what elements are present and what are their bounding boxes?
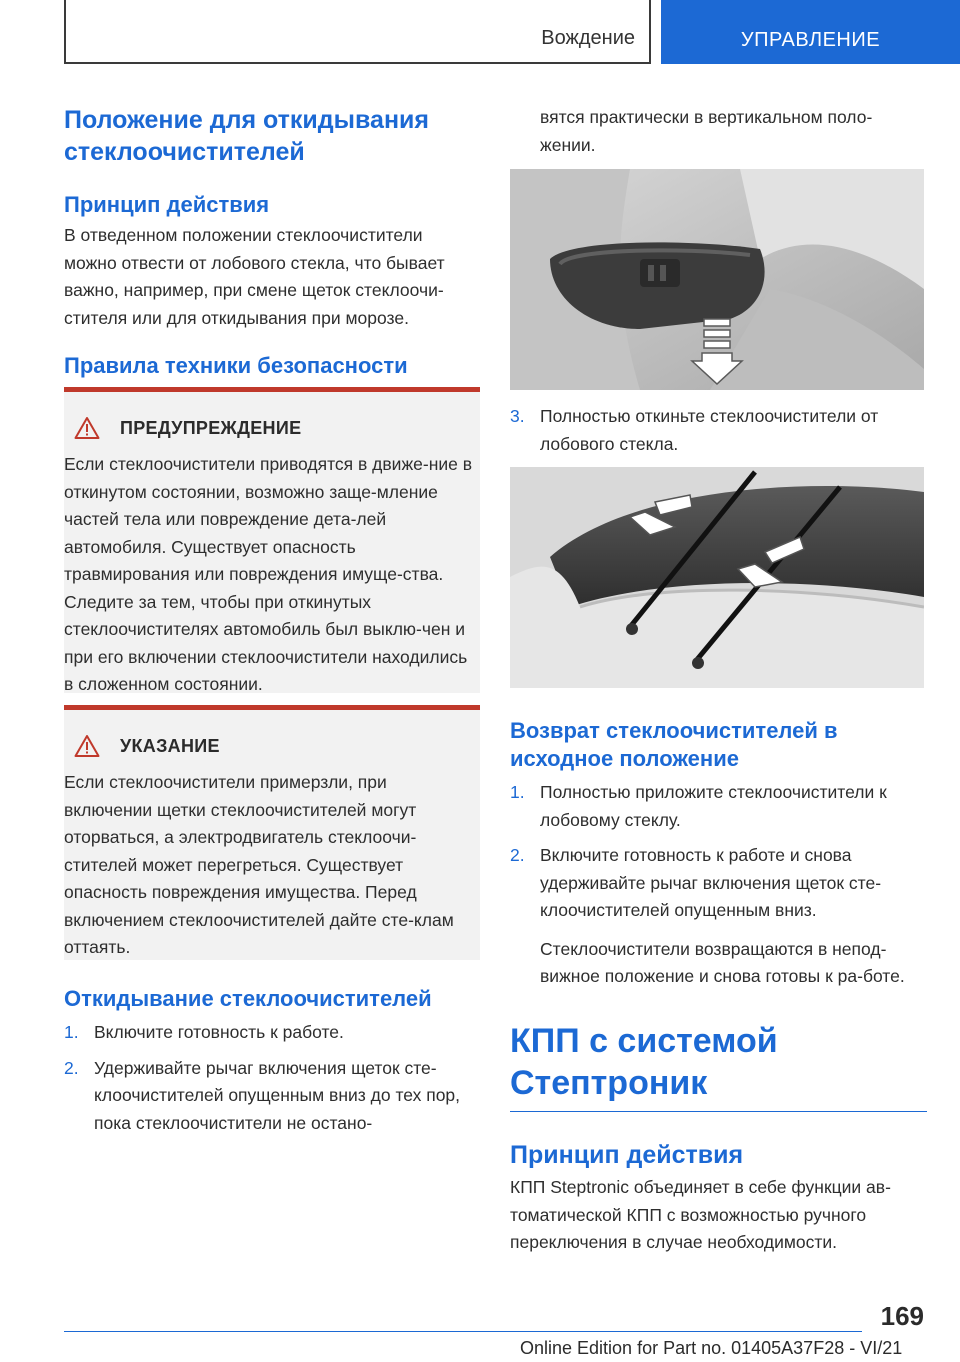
list-item: 2. Включите готовность к работе и снова удерживайте рычаг включения щеток сте-клоочистителей опущенным вниз. Стеклоочистители возвращаются в непод-вижное положение и снова готовы к ра-боте. <box>510 845 905 986</box>
list-item: 2. Удерживайте рычаг включения щеток сте-клоочистителей опущенным вниз до тех пор, пока стеклоочистители не остано- <box>64 1057 461 1133</box>
warning-title: ПРЕДУПРЕЖДЕНИЕ <box>120 417 302 438</box>
return-steps-list <box>510 779 927 991</box>
notice-title: УКАЗАНИЕ <box>120 735 220 756</box>
list-item: 1. Включите готовность к работе. <box>64 1022 344 1042</box>
fold-steps-list <box>64 1019 480 1137</box>
subheading-return-wipers: Возврат стеклоочистителей в исходное положение <box>510 718 838 771</box>
warning-triangle-icon <box>74 734 100 758</box>
notice-box <box>64 705 480 960</box>
subheading-principle: Принцип действия <box>64 192 270 217</box>
footer-edition: Online Edition for Part no. 01405A37F28 - VI/21 <box>520 1338 903 1358</box>
step-continuation-text: вятся практически в вертикальном поло-жении. <box>540 107 873 155</box>
paragraph-steptronic: КПП Steptronic объединяет в себе функции ав-томатической КПП с возможностью ручного переключения в случае необходимости. <box>510 1177 891 1252</box>
warning-text: Если стеклоочистители приводятся в движе-ние в откинутом состоянии, возможно заще-мление частей тела или повреждение дета-лей автомобиля. Существует опасность травмирования или повреждения имуще-ства. Следите за тем, чтобы при откинутых стеклоочистителях автомобиль был выклю-чен и при его включении стеклоочистители находились в сложенном состоянии. <box>64 454 473 694</box>
left-column <box>64 104 480 380</box>
header-chapter-label: УПРАВЛЕНИЕ <box>740 29 881 51</box>
subheading-safety: Правила техники безопасности <box>64 353 408 378</box>
subheading-fold-wipers: Откидывание стеклоочистителей <box>64 986 432 1011</box>
warning-triangle-icon <box>74 416 100 440</box>
wipers-folded-illustration <box>510 467 924 688</box>
warning-title-row <box>74 416 301 440</box>
subheading-steptronic-principle: Принцип действия <box>510 1141 744 1169</box>
warning-box <box>64 387 480 693</box>
paragraph-principle: В отведенном положении стеклоочистители можно отвести от лобового стекла, что бывает важно, например, при смене щеток стеклоочи-стителя или для откидывания при морозе. <box>64 225 445 328</box>
section-divider <box>510 1111 927 1112</box>
notice-text: Если стеклоочистители примерзли, при включении щетки стеклоочистителей могут оторваться, а электродвигатель стеклоочи-стителей может перегреться. Существует опасность повреждения имущества. Перед включением стеклоочистителей дайте сте-клам оттаять. <box>64 772 454 957</box>
section-title-steptronic: КПП с системой Стептроник <box>510 1021 778 1102</box>
section-title-wiper-fold-position: Положение для откидывания стеклоочистителей <box>64 106 430 166</box>
unfold-step-list <box>510 403 927 458</box>
header-section-label: Вождение <box>541 27 635 49</box>
wiper-lever-illustration <box>510 169 924 390</box>
left-column-lower <box>64 985 480 1137</box>
header-chapter-tab <box>661 0 960 64</box>
header-section-tab <box>64 0 651 64</box>
right-column-continuation <box>510 104 927 159</box>
right-column-lower <box>510 717 927 1104</box>
footer-divider <box>64 1331 862 1332</box>
list-item: 1. Полностью приложите стеклоочистители к лобовому стеклу. <box>510 782 887 830</box>
right-column-steptronic <box>510 1139 927 1257</box>
notice-title-row <box>74 734 220 758</box>
list-item: 3. Полностью откиньте стеклоочистители от лобового стекла. <box>510 406 879 454</box>
page-number: 169 <box>880 1301 924 1331</box>
right-step3 <box>510 403 927 458</box>
